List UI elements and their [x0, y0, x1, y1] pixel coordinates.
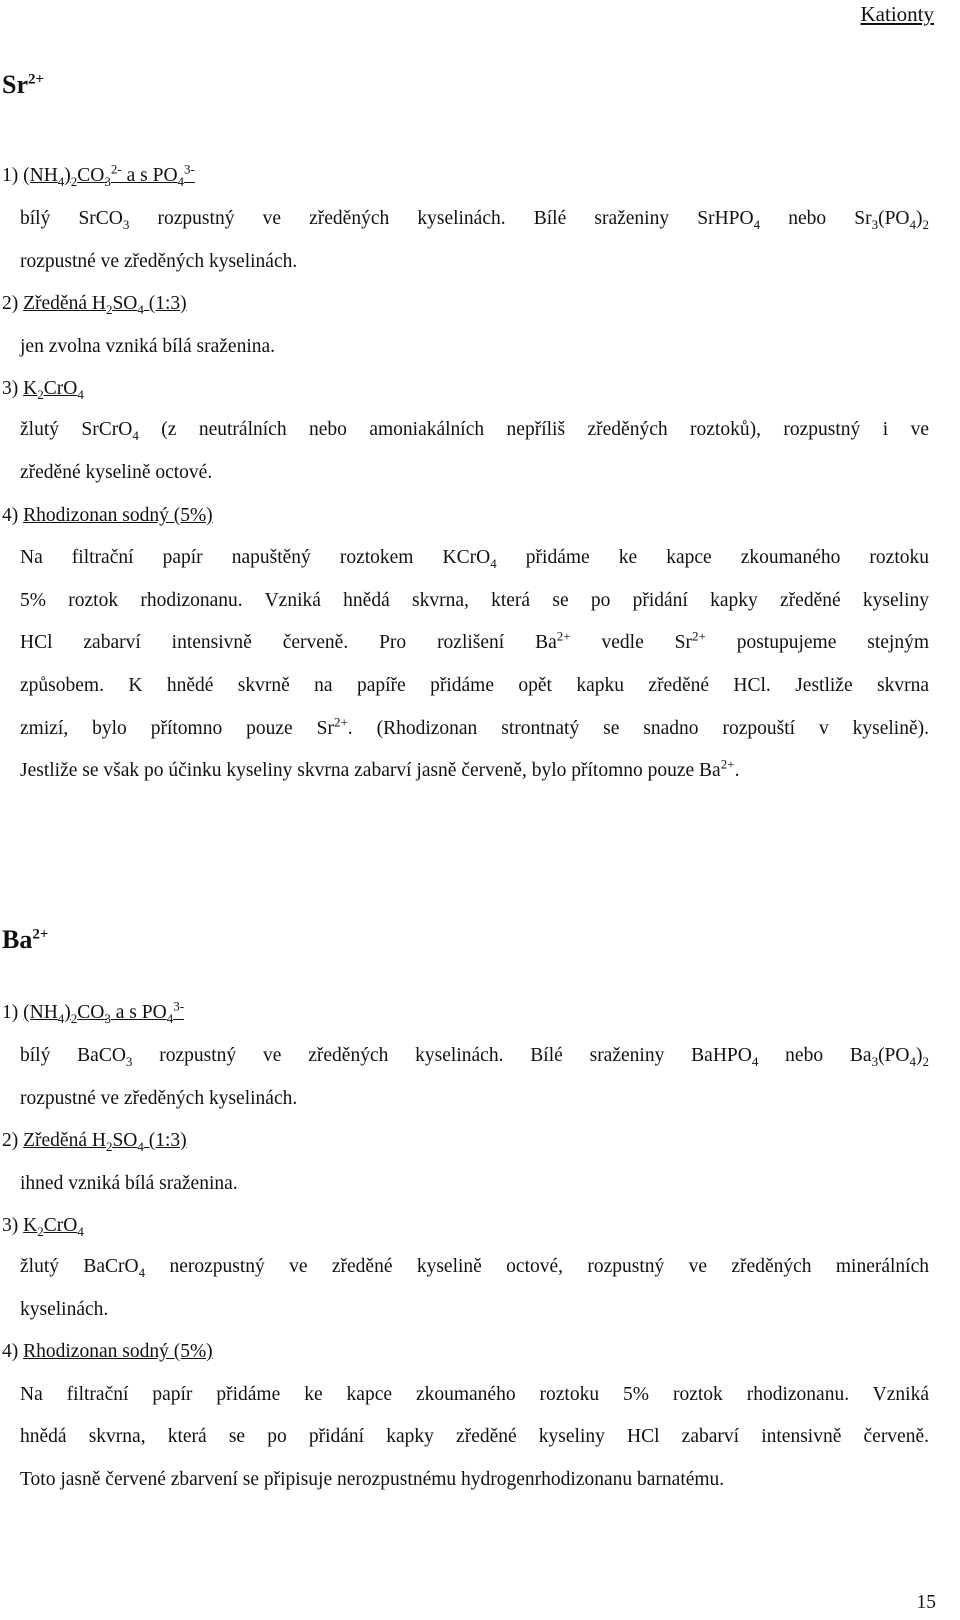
sr-test-1-desc-1: bílý SrCO$_3$ rozpustný ve zředěných kyselinách. Bílé sraženiny SrHPO$_4$ nebo $Sr_3(PO_4)_2$	[20, 208, 930, 232]
sr-test-1-title: 1) $(NH_4)_2CO_3^{2-}$ a s $PO_4^{3-}$	[2, 161, 195, 189]
page-number: 15	[916, 1592, 936, 1613]
sr-test-3-desc-1: žlutý SrCrO$_4$ (z neutrálních nebo amoniakálních nepříliš zředěných roztoků), rozpustný i ve	[20, 419, 929, 443]
ba-test-2-title: 2) Zředěná $H_2SO_4$ (1:3)	[2, 1130, 187, 1154]
sr-test-4-line-5: zmizí, bylo přítomno pouze $Sr^{2+}$. (Rhodizonan strontnatý se snadno rozpouští v kyselině).	[20, 714, 929, 739]
sr-test-4-title: 4) Rhodizonan sodný (5%)	[2, 505, 213, 526]
ba-test-2-desc: ihned vzniká bílá sraženina.	[20, 1173, 238, 1194]
sr-test-4-line-1: Na filtrační papír napuštěný roztokem KCrO$_4$ přidáme ke kapce zkoumaného roztoku	[20, 547, 929, 571]
ba-test-1-desc-2: rozpustné ve zředěných kyselinách.	[20, 1088, 298, 1109]
header-section-link[interactable]: Kationty	[860, 2, 934, 26]
ba-test-3-desc-2: kyselinách.	[20, 1299, 109, 1320]
sr-heading-symbol: Sr	[2, 70, 28, 99]
sr-test-2-desc: jen zvolna vzniká bílá sraženina.	[20, 336, 276, 357]
sr-heading	[2, 70, 44, 100]
ba-test-1-desc-1: bílý BaCO$_3$ rozpustný ve zředěných kyselinách. Bílé sraženiny BaHPO$_4$ nebo $Ba_3(PO_4)_2$	[20, 1045, 929, 1069]
ba-heading-symbol: Ba	[2, 925, 33, 954]
sr-test-1-desc-2: rozpustné ve zředěných kyselinách.	[20, 251, 298, 272]
sr-test-4-line-6: Jestliže se však po účinku kyseliny skvrna zabarví jasně červeně, bylo přítomno pouze $Ba^{2+}$.	[20, 756, 740, 781]
sr-heading-charge: 2+	[28, 71, 45, 88]
ba-test-4-title: 4) Rhodizonan sodný (5%)	[2, 1341, 213, 1362]
sr-test-4-line-2: 5% roztok rhodizonanu. Vzniká hnědá skvrna, která se po přidání kapky zředěné kyseliny	[20, 590, 929, 611]
sr-test-3-desc-2: zředěné kyselině octové.	[20, 462, 213, 483]
ba-test-4-line-1: Na filtrační papír přidáme ke kapce zkoumaného roztoku 5% roztok rhodizonanu. Vzniká	[20, 1384, 929, 1405]
ba-heading	[2, 925, 48, 955]
ba-test-4-line-3: Toto jasně červené zbarvení se připisuje nerozpustnému hydrogenrhodizonanu barnatému.	[20, 1469, 725, 1490]
ba-test-3-title: 3) $K_2CrO_4$	[2, 1215, 84, 1239]
ba-heading-charge: 2+	[32, 926, 49, 943]
ba-test-1-title: 1) $(NH_4)_2CO_3$ a s $PO_4^{3-}$	[2, 998, 185, 1026]
ba-test-4-line-2: hnědá skvrna, která se po přidání kapky zředěné kyseliny HCl zabarví intensivně červeně.	[20, 1426, 929, 1447]
sr-test-2-title: 2) Zředěná $H_2SO_4$ (1:3)	[2, 293, 187, 317]
sr-test-3-title: 3) $K_2CrO_4$	[2, 378, 84, 402]
sr-test-4-line-3: HCl zabarví intensivně červeně. Pro rozlišení $Ba^{2+}$ vedle $Sr^{2+}$ postupujeme stejným	[20, 628, 929, 653]
ba-test-3-desc-1: žlutý BaCrO$_4$ nerozpustný ve zředěné kyselině octové, rozpustný ve zředěných minerálních	[20, 1256, 929, 1280]
sr-test-4-line-4: způsobem. K hnědé skvrně na papíře přidáme opět kapku zředěné HCl. Jestliže skvrna	[20, 675, 929, 696]
